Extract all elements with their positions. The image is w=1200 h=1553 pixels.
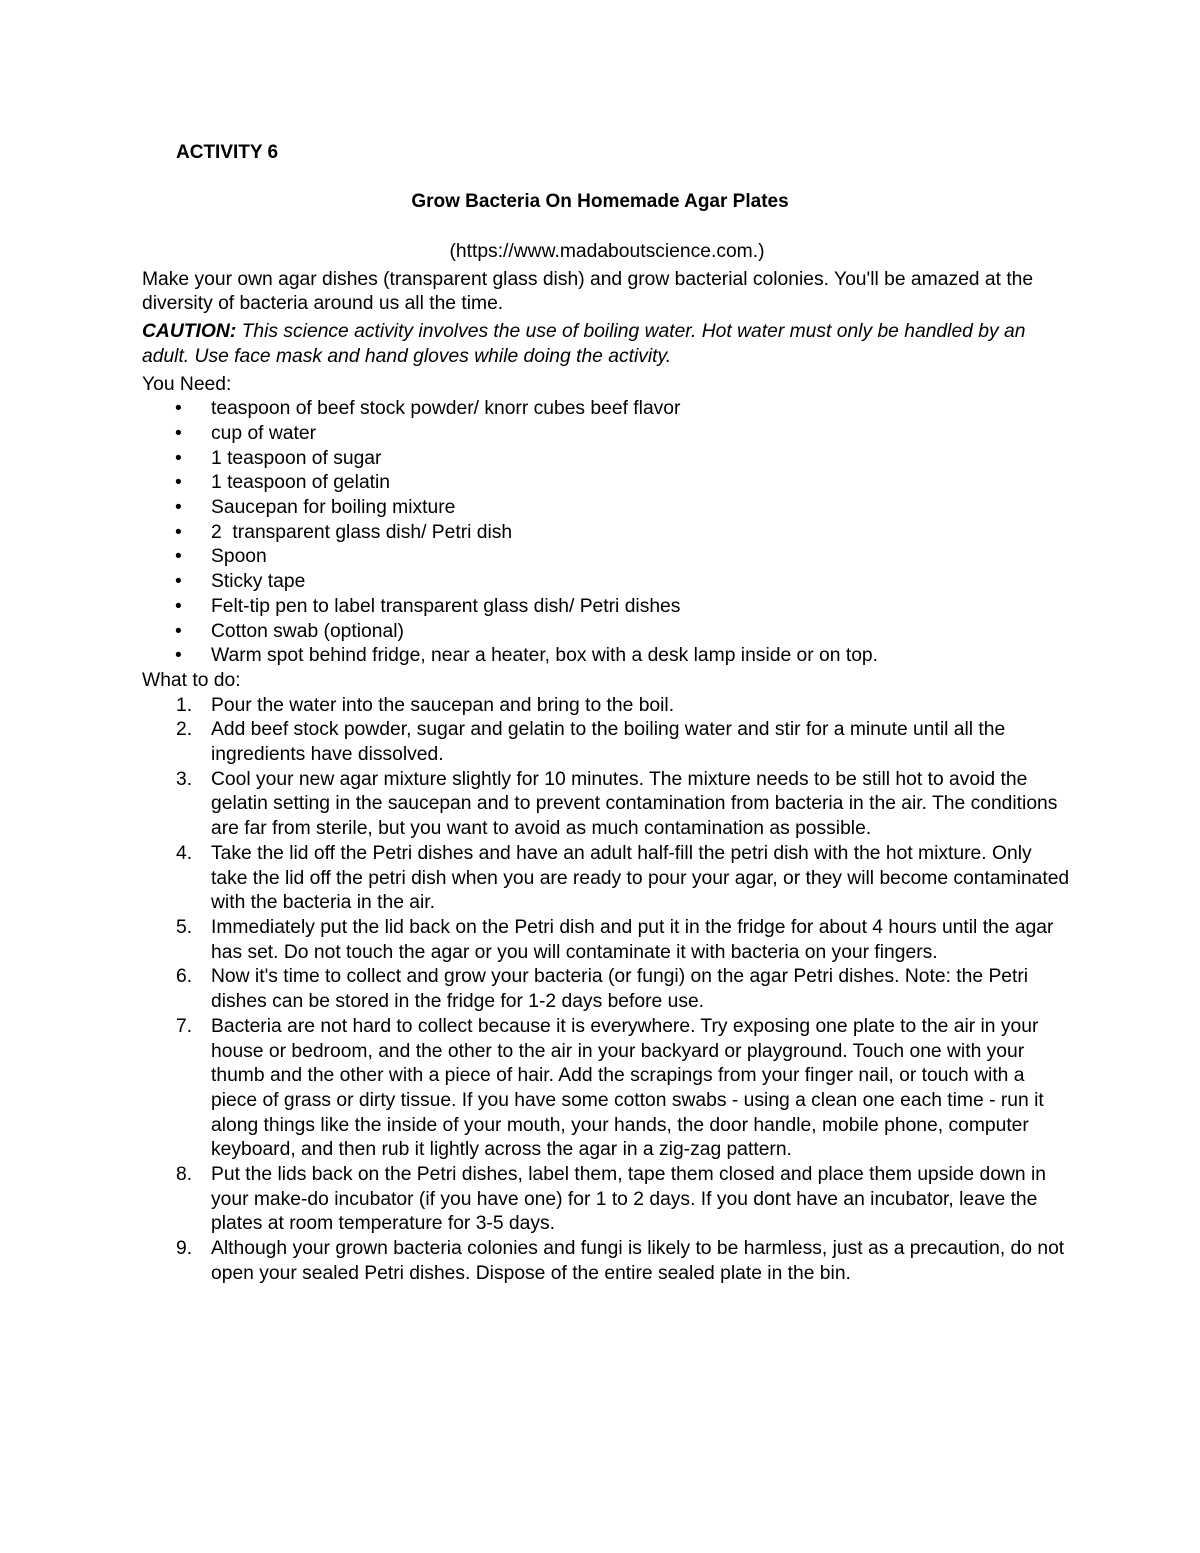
list-item	[142, 422, 1072, 447]
list-item	[142, 471, 1072, 496]
bullet-icon: •	[175, 620, 182, 642]
list-item	[142, 620, 1072, 645]
bullet-icon: •	[175, 571, 182, 593]
step-item	[142, 965, 1072, 1014]
list-item-text: 1 teaspoon of sugar	[211, 447, 382, 469]
step-number: 5.	[176, 916, 193, 938]
list-item	[142, 397, 1072, 422]
step-item	[142, 1015, 1072, 1163]
bullet-icon: •	[175, 521, 182, 543]
step-number: 9.	[176, 1238, 193, 1260]
step-number: 6.	[176, 966, 193, 988]
step-number: 8.	[176, 1164, 193, 1186]
step-text: Although your grown bacteria colonies and fungi is likely to be harmless, just as a precaution, do not open your sealed Petri dishes. Dispose of the entire sealed plate in the bin.	[211, 1238, 1065, 1284]
activity-heading: ACTIVITY 6	[176, 142, 279, 163]
step-number: 2.	[176, 719, 193, 741]
list-item	[142, 644, 1072, 669]
step-text: Now it's time to collect and grow your bacteria (or fungi) on the agar Petri dishes. Note: the Petri dishes can be stored in the fridge for 1-2 days before use.	[211, 966, 1029, 1013]
list-item-text: Cotton swab (optional)	[211, 620, 404, 642]
step-item	[142, 1163, 1072, 1237]
list-item-text: 1 teaspoon of gelatin	[211, 472, 391, 494]
list-item-text: teaspoon of beef stock powder/ knorr cubes beef flavor	[211, 398, 681, 420]
step-number: 4.	[176, 842, 193, 864]
step-text: Take the lid off the Petri dishes and have an adult half-fill the petri dish with the hot mixture. Only take the lid off the petri dish when you are ready to pour your agar, or they will become contaminated with the bacteria in the air.	[211, 842, 1070, 914]
list-item-text: 2 transparent glass dish/ Petri dish	[211, 521, 513, 543]
source-url: (https://www.madaboutscience.com.)	[449, 241, 765, 262]
step-number: 7.	[176, 1015, 193, 1037]
step-item	[142, 718, 1072, 767]
intro-paragraph: Make your own agar dishes (transparent glass dish) and grow bacterial colonies. You'll be amazed at the diversity of bacteria around us all the time.	[142, 268, 1034, 315]
step-text: Immediately put the lid back on the Petri dish and put it in the fridge for about 4 hours until the agar has set. Do not touch the agar or you will contaminate it with bacteria on your fingers.	[211, 916, 1054, 963]
document-body	[142, 240, 1072, 1287]
step-item	[142, 1237, 1072, 1286]
step-text: Add beef stock powder, sugar and gelatin to the boiling water and stir for a minute until all the ingredients have dissolved.	[211, 719, 1006, 766]
list-item	[142, 595, 1072, 620]
bullet-icon: •	[175, 497, 182, 519]
step-number: 1.	[176, 694, 193, 716]
caution-text: This science activity involves the use of boiling water. Hot water must only be handled by an adult. Use face mask and hand gloves while doing the activity.	[142, 321, 1026, 367]
step-item	[142, 768, 1072, 842]
bullet-icon: •	[175, 398, 182, 420]
list-item-text: Warm spot behind fridge, near a heater, box with a desk lamp inside or on top.	[211, 645, 879, 667]
bullet-icon: •	[175, 447, 182, 469]
steps-list	[142, 694, 1072, 1287]
step-text: Pour the water into the saucepan and bring to the boil.	[211, 694, 675, 716]
step-text: Bacteria are not hard to collect because it is everywhere. Try exposing one plate to the air in your house or bedroom, and the other to the air in your backyard or playground. Touch one with your thumb and the other with a piece of hair. Add the scrapings from your finger nail, or touch with a piece of grass or dirty tissue. If you have some cotton swabs - using a clean one each time - run it along things like the inside of your mouth, your hands, the door handle, mobile phone, computer keyboard, and then rub it lightly across the agar in a zig-zag pattern.	[211, 1015, 1044, 1161]
list-item-text: Felt-tip pen to label transparent glass dish/ Petri dishes	[211, 595, 681, 617]
list-item	[142, 545, 1072, 570]
you-need-heading: You Need:	[142, 373, 232, 395]
page-title: Grow Bacteria On Homemade Agar Plates	[411, 191, 789, 212]
caution-label: CAUTION:	[142, 321, 237, 343]
list-item	[142, 496, 1072, 521]
bullet-icon: •	[175, 645, 182, 667]
bullet-icon: •	[175, 595, 182, 617]
what-to-do-heading: What to do:	[142, 669, 241, 691]
bullet-icon: •	[175, 546, 182, 568]
step-item	[142, 842, 1072, 916]
step-text: Cool your new agar mixture slightly for 10 minutes. The mixture needs to be still hot to avoid the gelatin setting in the saucepan and to prevent contamination from bacteria in the air. The conditions are far from sterile, but you want to avoid as much contamination as possible.	[211, 768, 1058, 840]
step-item	[142, 694, 1072, 719]
caution-paragraph	[142, 320, 1072, 369]
step-item	[142, 916, 1072, 965]
bullet-icon: •	[175, 472, 182, 494]
bullet-icon: •	[175, 422, 182, 444]
materials-list	[142, 397, 1072, 669]
step-text: Put the lids back on the Petri dishes, label them, tape them closed and place them upside down in your make-do incubator (if you have one) for 1 to 2 days. If you dont have an incubator, leave the plates at room temperature for 3-5 days.	[211, 1164, 1046, 1235]
list-item-text: Spoon	[211, 546, 267, 568]
list-item	[142, 521, 1072, 546]
list-item-text: Saucepan for boiling mixture	[211, 497, 456, 519]
list-item	[142, 570, 1072, 595]
list-item	[142, 447, 1072, 472]
step-number: 3.	[176, 768, 193, 790]
list-item-text: cup of water	[211, 422, 317, 444]
list-item-text: Sticky tape	[211, 571, 306, 593]
